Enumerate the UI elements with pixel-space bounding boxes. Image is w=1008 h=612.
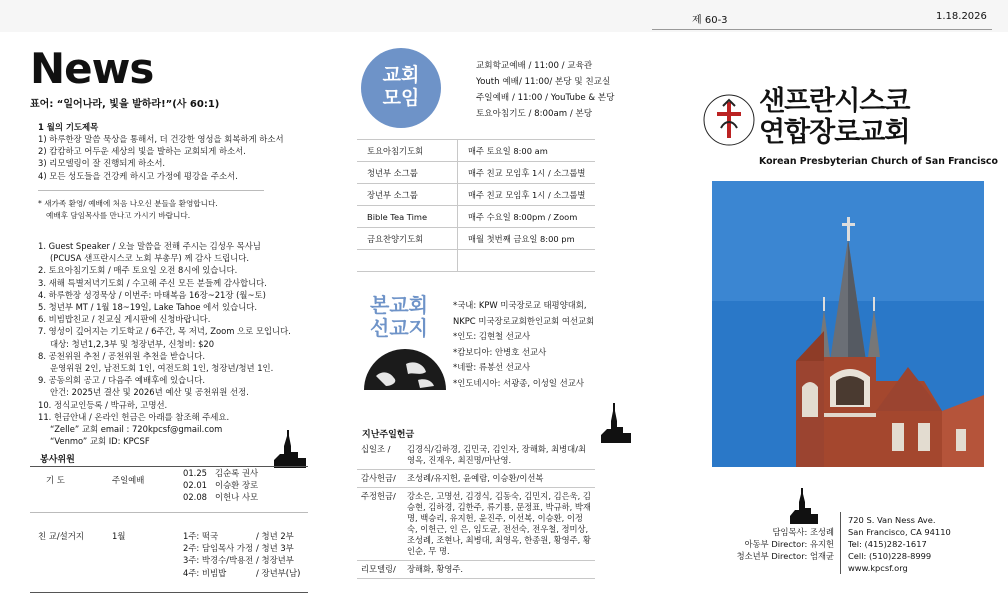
issue-date: 1.18.2026 <box>936 11 987 22</box>
news-item: 5. 청년부 MT / 1월 18~19일, Lake Tahoe 에서 있습니다. <box>38 302 258 313</box>
news-item: 6. 비빔밥친교 / 친교실 게시판에 신청바랍니다. <box>38 314 211 325</box>
welcome-block <box>38 198 218 222</box>
table-row: 금요찬양기도회 매월 첫번째 금요일 8:00 pm <box>357 228 595 250</box>
address-line: 720 S. Van Ness Ave. <box>848 515 936 525</box>
address-line: San Francisco, CA 94110 <box>848 527 951 537</box>
mission-line: *캄보디아: 안병호 선교사 <box>453 346 547 357</box>
pcusa-seal-icon <box>703 94 755 146</box>
table-cell: / 청년 2부 <box>256 531 294 541</box>
service-title: 봉사위원 <box>40 455 75 465</box>
globe-icon <box>362 346 448 390</box>
service-fellow-label: 친 교/설거지 <box>38 531 84 541</box>
top-bar <box>0 0 1008 32</box>
news-item: “Venmo” 교회 ID: KPCSF <box>50 436 150 447</box>
table-row: 감사헌금/ 조성례/유지헌, 윤예람, 이승환/이선복 <box>357 470 595 488</box>
news-item: “Zelle” 교회 email : 720kpcsf@gmail.com <box>50 424 223 435</box>
service-prayer-service: 주일예배 <box>112 475 145 485</box>
table-row: 3주: 박경수/박용전 <box>183 555 254 566</box>
mission-line: *네팔: 류봉선 선교사 <box>453 362 531 372</box>
prayer-item: 3) 리모델링이 잘 진행되게 하소서. <box>38 158 166 169</box>
gathering-line: 교회학교예배 / 11:00 / 교육관 <box>476 61 593 71</box>
table-row: 4주: 비빔밥 <box>183 567 227 578</box>
news-item: 대상: 청년1,2,3부 및 청장년부, 신청비: $20 <box>50 338 215 349</box>
contact-info <box>848 514 951 574</box>
news-item: 4. 하루한장 성경묵상 / 이번주: 마태복음 16장~21장 (월~토) <box>38 289 266 300</box>
gathering-line: Youth 예배/ 11:00/ 본당 및 친교실 <box>476 77 611 87</box>
news-item: 운영위원 2인, 남전도회 1인, 여전도회 1인, 청장년/청년 1인. <box>50 363 274 374</box>
news-item: 9. 공동의회 공고 / 다음주 예배후에 있습니다. <box>38 375 205 386</box>
table-row: 2주: 담임목사 가정 <box>183 543 254 554</box>
table-row: 십일조 / 김경식/김하경, 김민국, 김인자, 장해화, 최병대/최영옥, 진재우, 최진명/마난영. <box>357 441 595 470</box>
mission-line: *국내: KPW 미국장로교 태평양대회, <box>453 300 587 310</box>
prayer-item: 4) 모든 성도들을 건강케 하시고 가정에 평강을 주소서. <box>38 170 238 181</box>
news-item: 2. 토요아침기도회 / 매주 토요일 오전 8시에 있습니다. <box>38 265 238 276</box>
staff-line: 청소년부 Director: 엄재균 <box>736 551 834 561</box>
church-name-english: Korean Presbyterian Church of San Francisco <box>759 156 998 167</box>
table-cell: / 장년부(남) <box>256 567 301 578</box>
church-silhouette-icon <box>274 430 306 468</box>
gathering-table <box>357 139 595 272</box>
table-row: 주정헌금/ 강소은, 고명선, 김경식, 김동숙, 김민지, 김은욱, 김승현, 김하경, 김한주, 류기룡, 문정표, 박규하, 박재명, 백승리, 유지헌, 윤진주, 이선복, 이승환, 이정숙, 이헌근, 인 은, 임도균, 전선숙, 전우철, 정미상, 조성례, 조현나, 최병대, 최영옥, 한종원, 황영주, 황인순, 무 명. <box>357 488 595 561</box>
table-row: 장년부 소그룹 매주 친교 모임후 1시 / 소그룹별 <box>357 184 595 206</box>
news-item: 10. 정식교인등록 / 박규하, 고명선. <box>38 399 168 410</box>
news-item: 7. 영성이 깊어지는 기도학교 / 6주간, 목 저녁, Zoom 으로 모입니다. <box>38 326 291 337</box>
news-item: (PCUSA 샌프란시스코 노회 부총무) 께 감사 드립니다. <box>50 253 250 264</box>
table-row: 토요아침기도회 매주 토요일 8:00 am <box>357 140 595 162</box>
service-prayer-label: 기 도 <box>46 475 65 485</box>
news-item: 11. 헌금안내 / 온라인 헌금은 아래를 참조해 주세요. <box>38 411 230 422</box>
phone-line: Tel: (415)282-1617 <box>848 539 927 549</box>
table-row: 02.01 이승환 장로 <box>183 480 259 491</box>
mission-line: NKPC 미국장로교회한인교회 여선교회 <box>453 315 595 326</box>
website-link[interactable]: www.kpcsf.org <box>848 563 908 573</box>
issue-number: 제 60-3 <box>692 15 728 26</box>
table-row: 청년부 소그룹 매주 친교 모임후 1시 / 소그룹별 <box>357 162 595 184</box>
table-row: 01.25 김순록 권사 <box>183 468 259 478</box>
divider <box>30 512 308 513</box>
news-item: 1. Guest Speaker / 오늘 말씀을 전해 주시는 김성우 목사님 <box>38 241 261 251</box>
prayer-title: 1 월의 기도제목 <box>38 122 99 132</box>
gathering-main <box>476 58 614 122</box>
offering-table <box>357 441 595 579</box>
gathering-badge: 교회 모임 <box>361 48 441 128</box>
header-rule <box>652 29 992 30</box>
service-fellow-groups <box>256 530 300 579</box>
mission-line: *인도네시아: 서광종, 이성일 선교사 <box>453 377 584 388</box>
table-cell: / 청년 3부 <box>256 543 294 554</box>
divider <box>30 592 308 593</box>
table-row: 1주: 떡국 <box>183 531 219 541</box>
news-item: 3. 새해 특별저녁기도회 / 수고해 주신 모든 분들께 감사합니다. <box>38 277 267 288</box>
welcome-line: 예배후 담임목사를 만나고 가시기 바랍니다. <box>46 211 191 221</box>
table-row: Bible Tea Time 매주 수요일 8:00pm / Zoom <box>357 206 595 228</box>
staff-line: 담임목사: 조성례 <box>772 527 834 537</box>
mission-list <box>453 298 594 391</box>
church-silhouette-icon <box>790 488 818 524</box>
prayer-item: 1) 하루한장 말씀 묵상을 통해서, 더 건강한 영성을 회복하게 하소서 <box>38 134 284 144</box>
staff-line: 아동부 Director: 유지헌 <box>744 539 834 549</box>
service-prayer-table <box>183 467 258 504</box>
table-row: 리모델링/ 장해화, 황영주. <box>357 561 595 579</box>
staff-list <box>720 526 834 562</box>
gathering-line: 주일예배 / 11:00 / YouTube & 본당 <box>476 93 615 103</box>
welcome-line: * 새가족 환영/ 예배에 처음 나오신 분들을 환영합니다. <box>38 199 218 208</box>
news-item: 안건: 2025년 결산 및 2026년 예산 및 공천위원 선정. <box>50 387 249 398</box>
motto: 표어: “일어나라, 빛을 발하라!”(사 60:1) <box>30 99 220 110</box>
table-cell: / 청장년부 <box>256 555 294 566</box>
prayer-list <box>38 133 284 182</box>
service-fellow-month: 1월 <box>112 531 126 541</box>
service-fellow-weeks <box>183 530 253 579</box>
church-name-korean: 샌프란시스코 연합장로교회 <box>759 86 910 148</box>
news-item: 8. 공천위원 추천 / 공천위원 추천을 받습니다. <box>38 350 205 361</box>
news-title: News <box>30 44 154 93</box>
news-items <box>38 240 291 447</box>
prayer-item: 2) 캄캄하고 어두운 세상의 빛을 발하는 교회되게 하소서. <box>38 146 246 157</box>
vertical-divider <box>840 512 841 574</box>
offering-title: 지난주일헌금 <box>362 430 415 440</box>
phone-line: Cell: (510)228-8999 <box>848 551 932 561</box>
mission-title: 본교회 선교지 <box>370 293 428 340</box>
table-row <box>357 250 595 272</box>
gathering-line: 토요아침기도 / 8:00am / 본당 <box>476 109 593 119</box>
church-photo <box>712 181 984 467</box>
church-silhouette-icon <box>601 403 631 443</box>
mission-line: *인도: 김현철 선교사 <box>453 331 531 341</box>
divider <box>38 190 264 191</box>
table-row: 02.08 이헌나 사모 <box>183 492 259 503</box>
divider <box>30 466 308 467</box>
